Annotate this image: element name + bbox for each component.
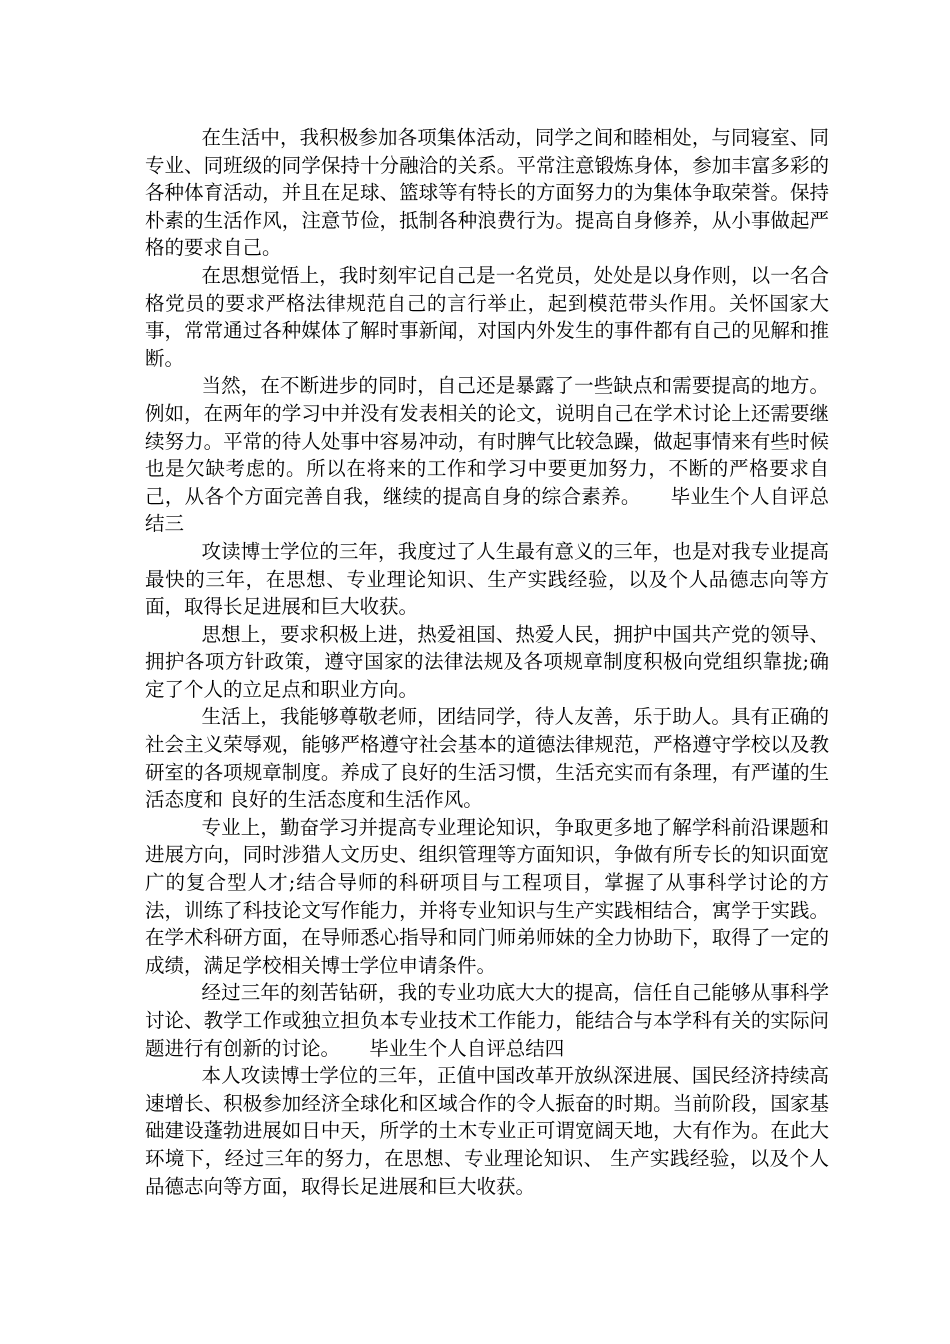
paragraph-ideology: 在思想觉悟上，我时刻牢记自己是一名党员，处处是以身作则，以一名合格党员的要求严格法律规范自己的言行举止，起到模范带头作用。关怀国家大事，常常通过各种媒体了解时事新闻，对国内外发生的事件都有自己的见解和推断。 (145, 263, 829, 370)
paragraph-life: 在生活中，我积极参加各项集体活动，同学之间和睦相处，与同寝室、同专业、同班级的同学保持十分融洽的关系。平常注意锻炼身体，参加丰富多彩的各种体育活动，并且在足球、篮球等有特长的方面努力的为集体争取荣誉。保持朴素的生活作风，注意节俭，抵制各种浪费行为。提高自身修养，从小事做起严格的要求自己。 (145, 126, 829, 260)
paragraph-shortcomings: 当然，在不断进步的同时，自己还是暴露了一些缺点和需要提高的地方。例如，在两年的学习中并没有发表相关的论文，说明自己在学术讨论上还需要继续努力。平常的待人处事中容易冲动，有时脾气比较急躁，做起事情来有些时候也是欠缺考虑的。所以在将来的工作和学习中要更加努力，不断的严格要求自己，从各个方面完善自我，继续的提高自身的综合素养。 毕业生个人自评总结三 (145, 374, 829, 536)
paragraph-doctoral-years: 攻读博士学位的三年，我度过了人生最有意义的三年，也是对我专业提高最快的三年，在思想、专业理论知识、生产实践经验，以及个人品德志向等方面，取得长足进展和巨大收获。 (145, 539, 829, 619)
paragraph-daily-life: 生活上，我能够尊敬老师，团结同学，待人友善，乐于助人。具有正确的社会主义荣辱观，能够严格遵守社会基本的道德法律规范，严格遵守学校以及教研室的各项规章制度。养成了良好的生活习惯，生活充实而有条理，有严谨的生活态度和 良好的生活态度和生活作风。 (145, 705, 829, 812)
paragraph-research: 经过三年的刻苦钻研，我的专业功底大大的提高，信任自己能够从事科学讨论、教学工作或独立担负本专业技术工作能力，能结合与本学科有关的实际问题进行有创新的讨论。 毕业生个人自评总结四 (145, 981, 829, 1060)
paragraph-profession: 专业上，勤奋学习并提高专业理论知识，争取更多地了解学科前沿课题和进展方向，同时涉猎人文历史、组织管理等方面知识，争做有所专长的知识面宽广的复合型人才;结合导师的科研项目与工程项目，掌握了从事科学讨论的方法，训练了科技论文写作能力，并将专业知识与生产实践相结合，寓学于实践。在学术科研方面，在导师悉心指导和同门师弟师妹的全力协助下，取得了一定的成绩，满足学校相关博士学位申请条件。 (145, 815, 829, 977)
paragraph-thought: 思想上，要求积极上进，热爱祖国、热爱人民，拥护中国共产党的领导、拥护各项方针政策，遵守国家的法律法规及各项规章制度积极向党组织靠拢;确定了个人的立足点和职业方向。 (145, 622, 829, 701)
document-body (145, 124, 829, 1200)
paragraph-summary-four: 本人攻读博士学位的三年，正值中国改革开放纵深进展、国民经济持续高速增长、积极参加经济全球化和区域合作的令人振奋的时期。当前阶段，国家基础建设蓬勃进展如日中天，所学的土木专业正可谓宽阔天地，大有作为。在此大环境下，经过三年的努力，在思想、专业理论知识、 生产实践经验，以及个人品德志向等方面，取得长足进展和巨大收获。 (145, 1064, 829, 1198)
